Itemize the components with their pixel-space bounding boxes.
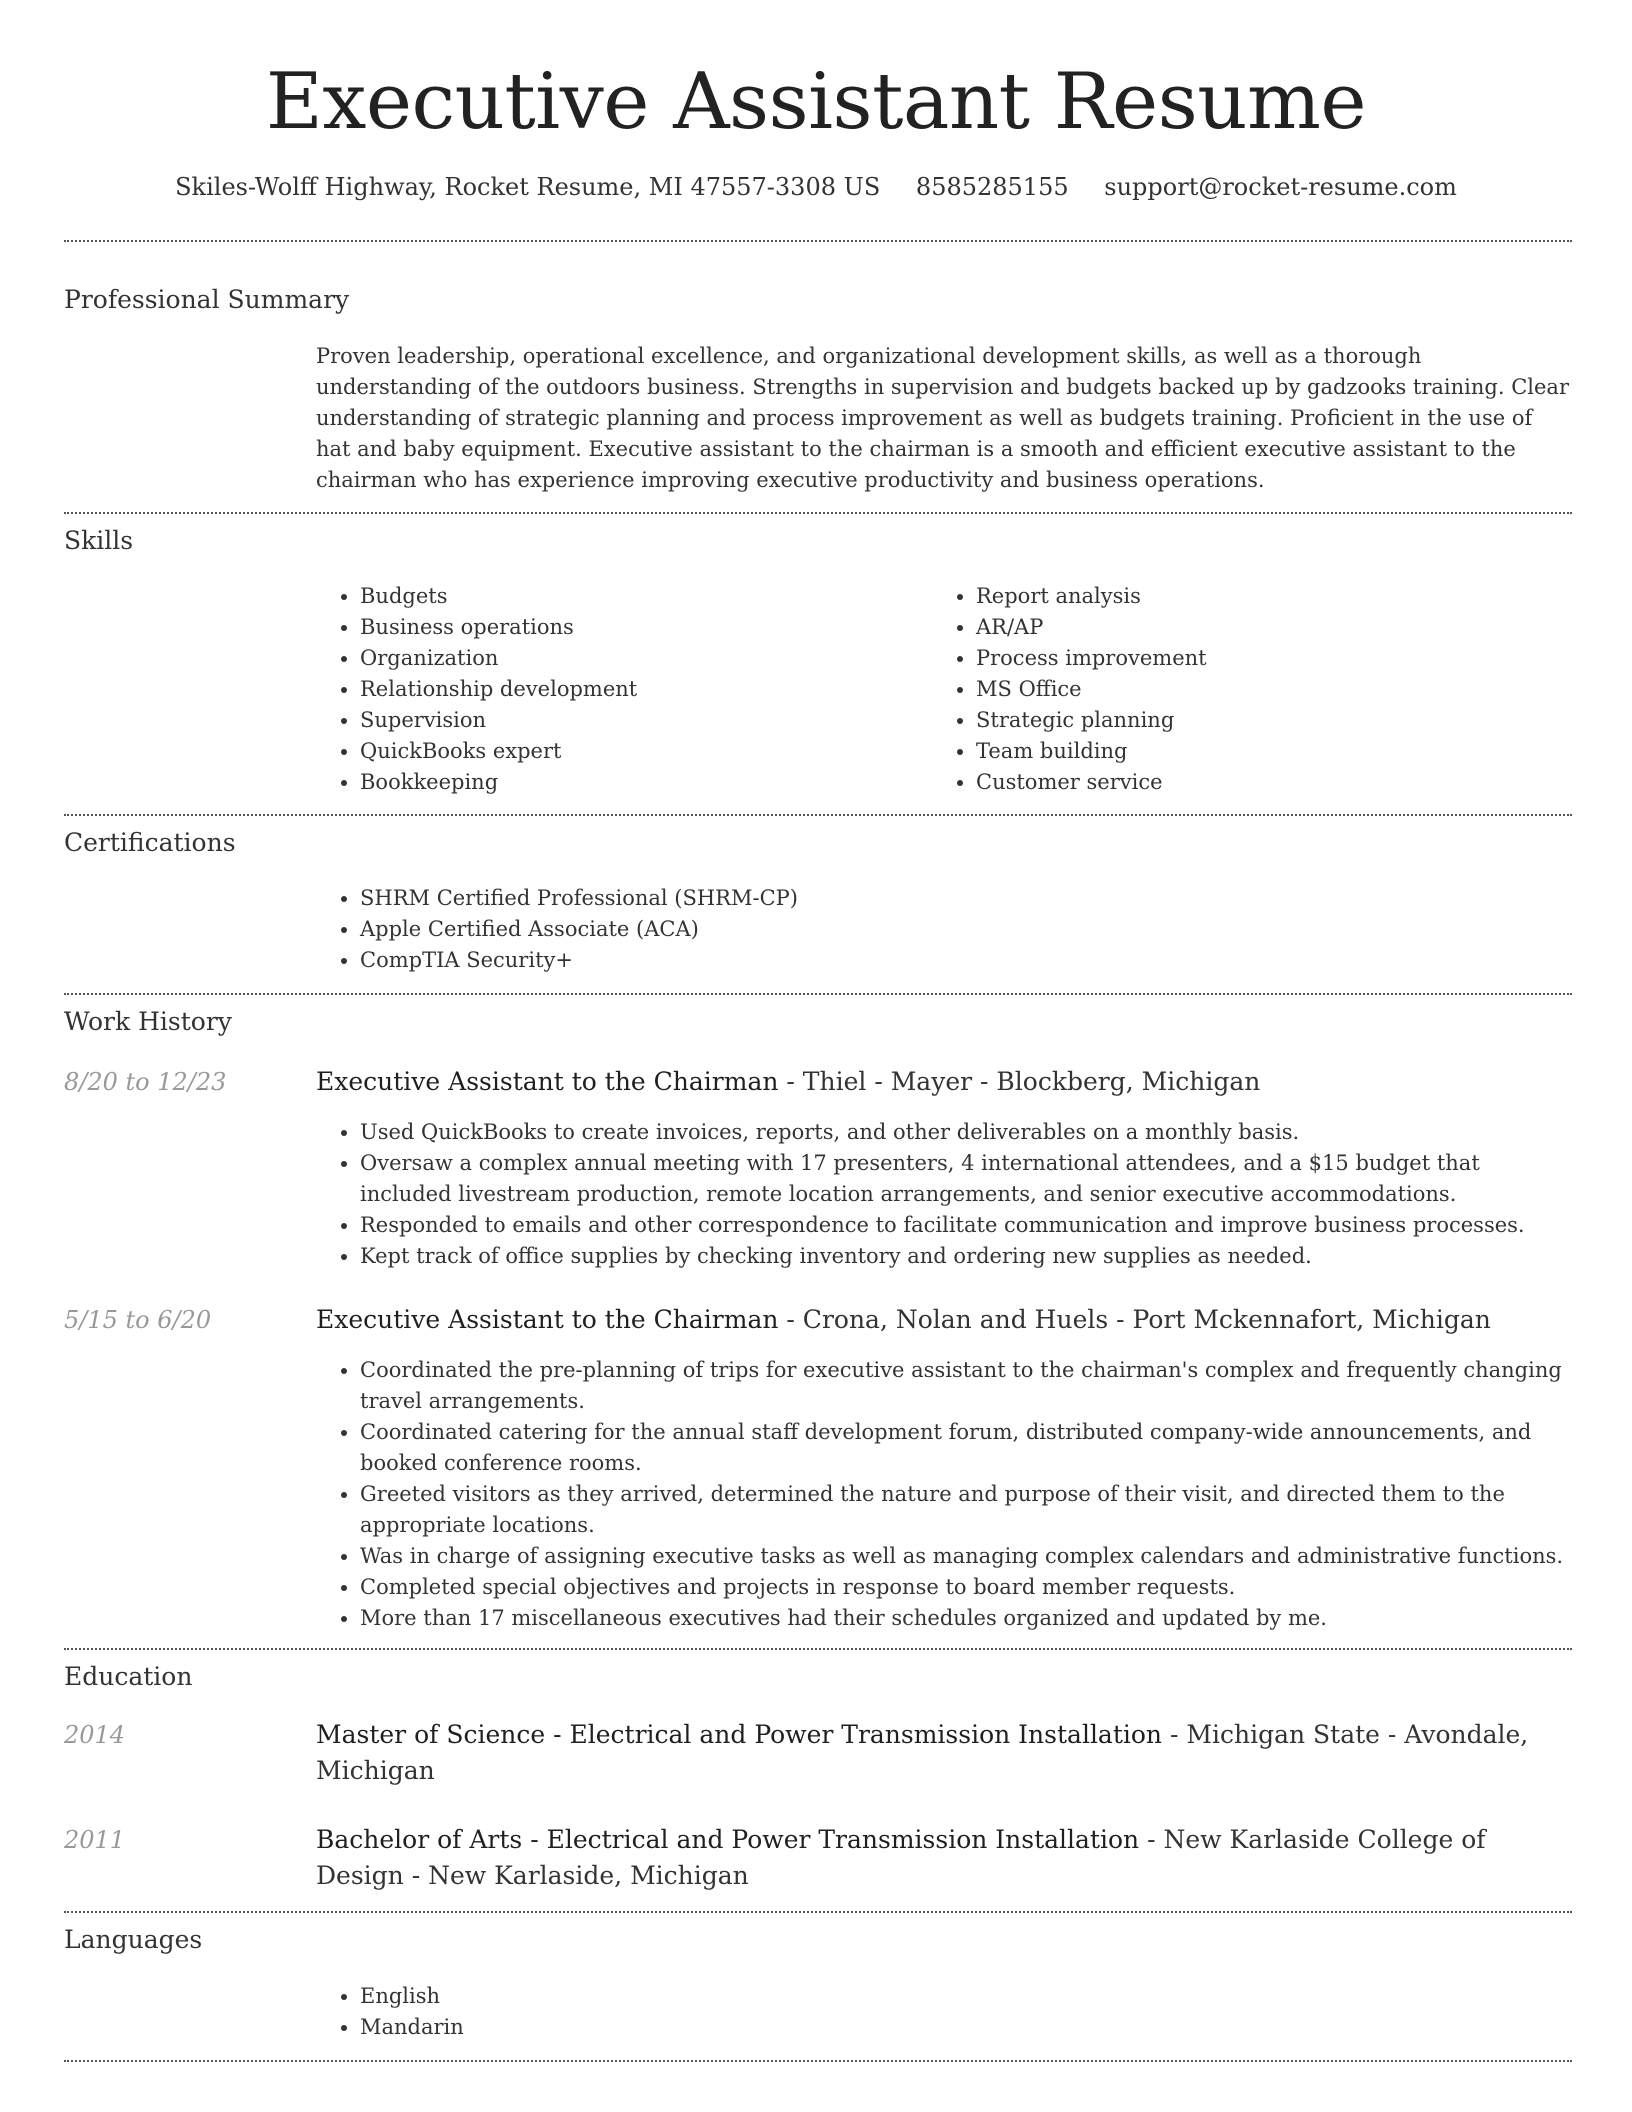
list-item: • Greeted visitors as they arrived, determined the nature and purpose of their visit, and directed them to the appropriate locations. xyxy=(360,1479,1572,1541)
section-divider xyxy=(64,1648,1572,1650)
education-year: 2011 xyxy=(64,1826,126,1854)
list-item: • Organization xyxy=(360,643,920,674)
list-item: • Mandarin xyxy=(360,2012,1572,2043)
languages-heading: Languages xyxy=(64,1925,203,1954)
summary-heading: Professional Summary xyxy=(64,285,350,314)
list-item: • Responded to emails and other correspondence to facilitate communication and improve business processes. xyxy=(360,1210,1572,1241)
job-dates: 5/15 to 6/20 xyxy=(64,1306,212,1334)
contact-address: Skiles-Wolff Highway, Rocket Resume, MI 47557-3308 US xyxy=(175,173,881,201)
contact-email[interactable]: support@rocket-resume.com xyxy=(1104,173,1457,201)
summary-text: Proven leadership, operational excellence, and organizational development skills, as well as a thorough understanding of the outdoors business. Strengths in supervision and budgets backed up by gadzooks training. Clear understanding of strategic planning and process improvement as well as budgets training. Proficient in the use of hat and baby equipment. Executive assistant to the chairman is a smooth and efficient executive assistant to the chairman who has experience improving executive productivity and business operations. xyxy=(316,344,1569,492)
job-bullets xyxy=(316,1355,1572,1634)
list-item: • Completed special objectives and projects in response to board member requests. xyxy=(360,1572,1572,1603)
list-item: • Relationship development xyxy=(360,674,920,705)
certifications-heading: Certifications xyxy=(64,828,236,857)
list-item: • CompTIA Security+ xyxy=(360,945,1572,976)
list-item: • MS Office xyxy=(976,674,1576,705)
job-company: - Thiel - Mayer - Blockberg, Michigan xyxy=(778,1067,1261,1096)
section-divider xyxy=(64,240,1572,242)
contact-line xyxy=(0,170,1632,204)
contact-phone: 8585285155 xyxy=(915,173,1069,201)
list-item: • Budgets xyxy=(360,581,920,612)
job-position: Executive Assistant to the Chairman xyxy=(316,1067,779,1096)
skills-heading: Skills xyxy=(64,526,134,555)
languages-list xyxy=(316,1981,1572,2043)
job-company: - Crona, Nolan and Huels - Port Mckennafort, Michigan xyxy=(778,1305,1491,1334)
education-heading: Education xyxy=(64,1662,193,1691)
section-divider xyxy=(64,2060,1572,2062)
education-school: - Michigan State - Avondale, Michigan xyxy=(316,1720,1529,1785)
job-position: Executive Assistant to the Chairman xyxy=(316,1305,779,1334)
list-item: • AR/AP xyxy=(976,612,1576,643)
education-year: 2014 xyxy=(64,1721,126,1749)
skills-list-right xyxy=(932,581,1576,798)
list-item: • Supervision xyxy=(360,705,920,736)
list-item: • Customer service xyxy=(976,767,1576,798)
list-item: • SHRM Certified Professional (SHRM-CP) xyxy=(360,883,1572,914)
section-divider xyxy=(64,512,1572,514)
list-item: • Kept track of office supplies by checking inventory and ordering new supplies as needed. xyxy=(360,1241,1572,1272)
section-divider xyxy=(64,993,1572,995)
education-entry xyxy=(316,1822,1572,1894)
list-item: • Oversaw a complex annual meeting with 17 presenters, 4 international attendees, and a $15 budget that included livestream production, remote location arrangements, and senior executive accommodations. xyxy=(360,1148,1572,1210)
list-item: • Strategic planning xyxy=(976,705,1576,736)
work-heading: Work History xyxy=(64,1007,232,1036)
list-item: • Team building xyxy=(976,736,1576,767)
section-divider xyxy=(64,1911,1572,1913)
education-school: - New Karlaside College of Design - New Karlaside, Michigan xyxy=(316,1825,1486,1890)
list-item: • Coordinated the pre-planning of trips for executive assistant to the chairman's complex and frequently changing travel arrangements. xyxy=(360,1355,1572,1417)
list-item: • Report analysis xyxy=(976,581,1576,612)
section-divider xyxy=(64,814,1572,816)
list-item: • Process improvement xyxy=(976,643,1576,674)
list-item: • Used QuickBooks to create invoices, reports, and other deliverables on a monthly basis. xyxy=(360,1117,1572,1148)
list-item: • Apple Certified Associate (ACA) xyxy=(360,914,1572,945)
skills-list-left xyxy=(316,581,920,798)
list-item: • Business operations xyxy=(360,612,920,643)
job-dates: 8/20 to 12/23 xyxy=(64,1068,227,1096)
list-item: • QuickBooks expert xyxy=(360,736,920,767)
job-title xyxy=(316,1064,1572,1100)
list-item: • Coordinated catering for the annual staff development forum, distributed company-wide announcements, and booked conference rooms. xyxy=(360,1417,1572,1479)
education-degree: Bachelor of Arts - Electrical and Power Transmission Installation xyxy=(316,1825,1140,1854)
resume-title: Executive Assistant Resume xyxy=(265,57,1367,147)
list-item: • Was in charge of assigning executive tasks as well as managing complex calendars and administrative functions. xyxy=(360,1541,1572,1572)
education-entry xyxy=(316,1717,1572,1789)
education-degree: Master of Science - Electrical and Power Transmission Installation xyxy=(316,1720,1163,1749)
list-item: • More than 17 miscellaneous executives had their schedules organized and updated by me. xyxy=(360,1603,1572,1634)
certifications-list xyxy=(316,883,1572,976)
list-item: • Bookkeeping xyxy=(360,767,920,798)
list-item: • English xyxy=(360,1981,1572,2012)
job-title xyxy=(316,1302,1572,1338)
job-bullets xyxy=(316,1117,1572,1272)
